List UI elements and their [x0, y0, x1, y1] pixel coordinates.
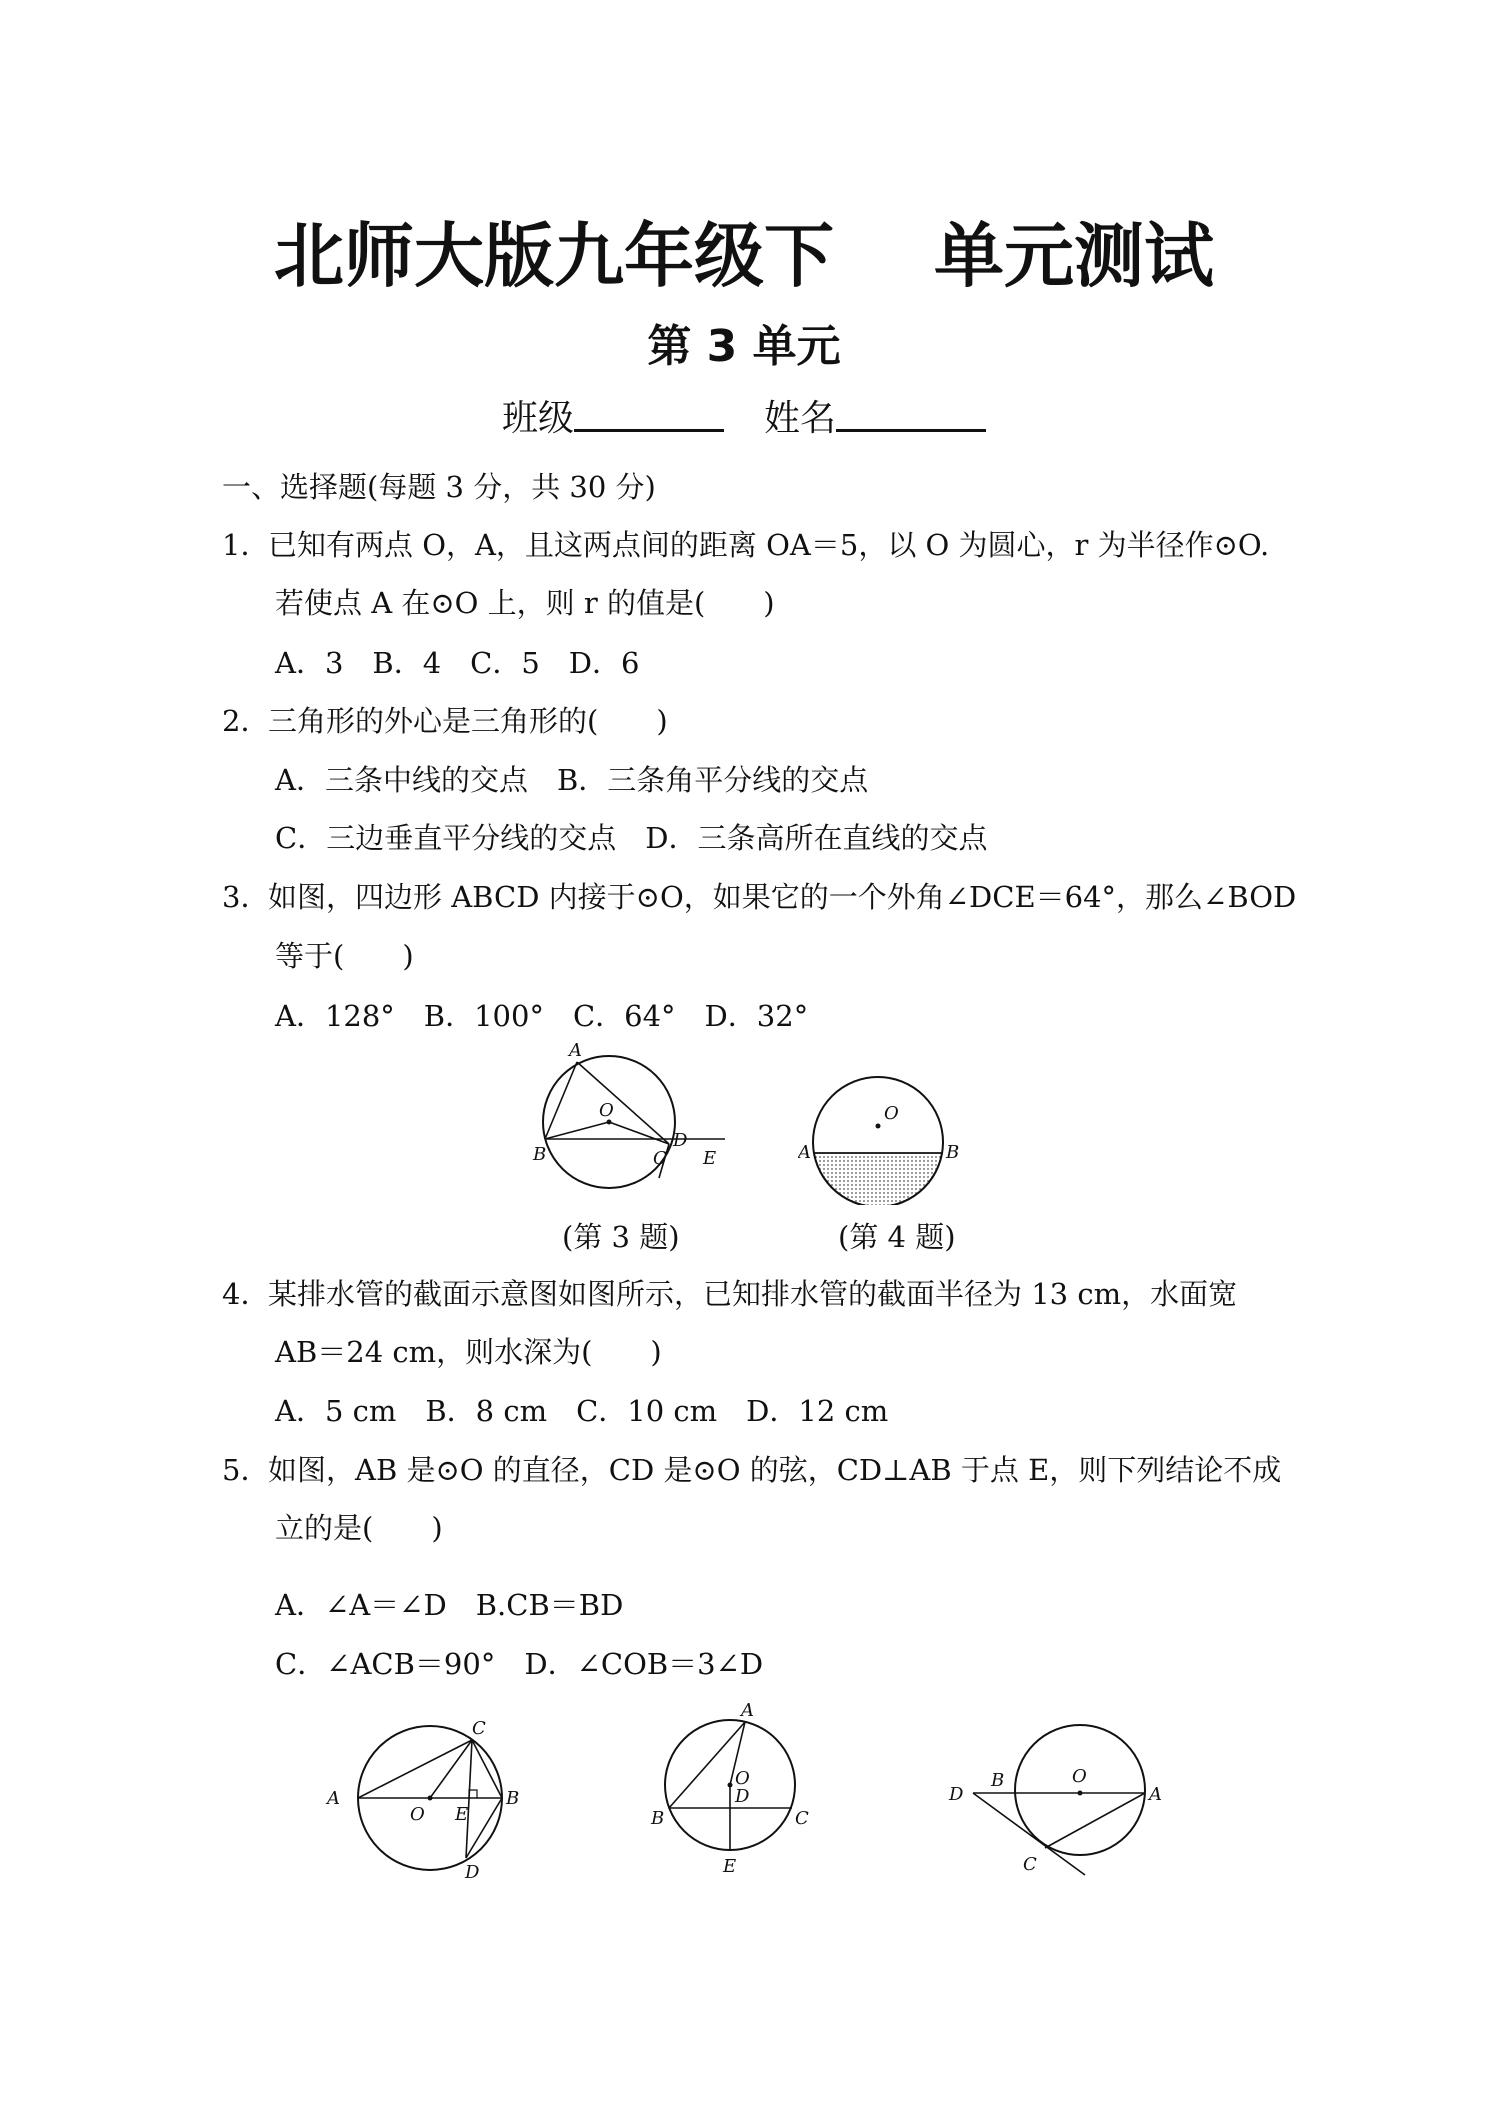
fig6-label-c: C [795, 1808, 809, 1829]
fig7-label-a: A [1149, 1784, 1162, 1805]
q5-options-ab: A．∠A＝∠D B.CB＝BD [275, 1588, 624, 1622]
q2-options-cd: C．三边垂直平分线的交点 D．三条高所在直线的交点 [275, 821, 988, 855]
fig5-label-c: C [472, 1720, 486, 1739]
fig6-label-d: D [735, 1786, 750, 1807]
fig4-label-a: A [798, 1142, 811, 1163]
q3-line1: 如图，四边形 ABCD 内接于⊙O，如果它的一个外角∠DCE＝64°，那么∠BOD [268, 880, 1297, 914]
q2-options-ab: A．三条中线的交点 B．三条角平分线的交点 [275, 763, 869, 797]
figure-q5-second [645, 1700, 815, 1880]
q3-options: A．128° B．100° C．64° D．32° [275, 999, 809, 1033]
q5-line1: 如图，AB 是⊙O 的直径，CD 是⊙O 的弦，CD⊥AB 于点 E，则下列结论不成 [268, 1453, 1282, 1487]
q1-number: 1． [222, 528, 270, 562]
q5-number: 5． [222, 1453, 270, 1487]
q4-line2: AB＝24 cm，则水深为( ) [275, 1335, 662, 1369]
fig6-label-a: A [741, 1700, 754, 1721]
fig5-label-e: E [455, 1804, 469, 1825]
q2-number: 2． [222, 704, 270, 738]
class-name-line [0, 390, 1488, 441]
unit-title: 第 3 单元 [647, 321, 841, 372]
fig3-label-o: O [599, 1100, 614, 1121]
figure-q4 [798, 1055, 978, 1205]
fig7-label-d: D [949, 1784, 964, 1805]
title-left: 北师大版九年级下 [274, 215, 834, 297]
q1-options: A．3 B．4 C．5 D．6 [275, 646, 640, 680]
fig7-label-b: B [991, 1770, 1005, 1791]
figure-q3 [525, 1040, 745, 1200]
figure-q5-third [945, 1720, 1175, 1880]
fig7-label-c: C [1023, 1854, 1037, 1875]
q4-options: A．5 cm B．8 cm C．10 cm D．12 cm [275, 1394, 889, 1428]
figure-q5-first [325, 1720, 540, 1880]
fig3-label-d: D [673, 1130, 688, 1151]
q5-line2: 立的是( ) [275, 1511, 443, 1545]
q4-line1: 某排水管的截面示意图如图所示，已知排水管的截面半径为 13 cm，水面宽 [268, 1277, 1238, 1311]
name-blank [836, 395, 986, 432]
fig6-label-o: O [735, 1768, 750, 1789]
fig3-label-b: B [533, 1144, 547, 1165]
q3-line2: 等于( ) [275, 939, 414, 973]
q1-line2: 若使点 A 在⊙O 上，则 r 的值是( ) [275, 586, 775, 620]
page-title [0, 200, 1488, 301]
fig5-label-b: B [506, 1788, 520, 1809]
fig4-label-o: O [884, 1103, 899, 1124]
fig5-label-d: D [465, 1862, 480, 1880]
q1-line1: 已知有两点 O，A，且这两点间的距离 OA＝5，以 O 为圆心，r 为半径作⊙O. [268, 528, 1270, 562]
class-label: 班级 [501, 398, 574, 439]
fig5-label-a: A [327, 1788, 340, 1809]
class-blank [574, 395, 724, 432]
fig3-label-c: C [653, 1148, 667, 1169]
title-right: 单元测试 [934, 215, 1214, 297]
q2-line1: 三角形的外心是三角形的( ) [268, 704, 668, 738]
fig3-label-a: A [569, 1040, 582, 1061]
q3-number: 3． [222, 880, 270, 914]
q4-number: 4． [222, 1277, 270, 1311]
fig3-label-e: E [703, 1148, 717, 1169]
fig5-label-o: O [410, 1804, 425, 1825]
fig6-label-e: E [723, 1856, 737, 1877]
section-heading: 一、选择题(每题 3 分，共 30 分) [222, 470, 656, 504]
fig4-label-b: B [946, 1142, 960, 1163]
q5-options-cd: C．∠ACB＝90° D．∠COB＝3∠D [275, 1647, 764, 1681]
fig6-label-b: B [651, 1808, 665, 1829]
fig4-caption: (第 4 题) [838, 1220, 956, 1254]
fig3-caption: (第 3 题) [562, 1220, 680, 1254]
name-label: 姓名 [764, 398, 837, 439]
fig7-label-o: O [1072, 1766, 1087, 1787]
